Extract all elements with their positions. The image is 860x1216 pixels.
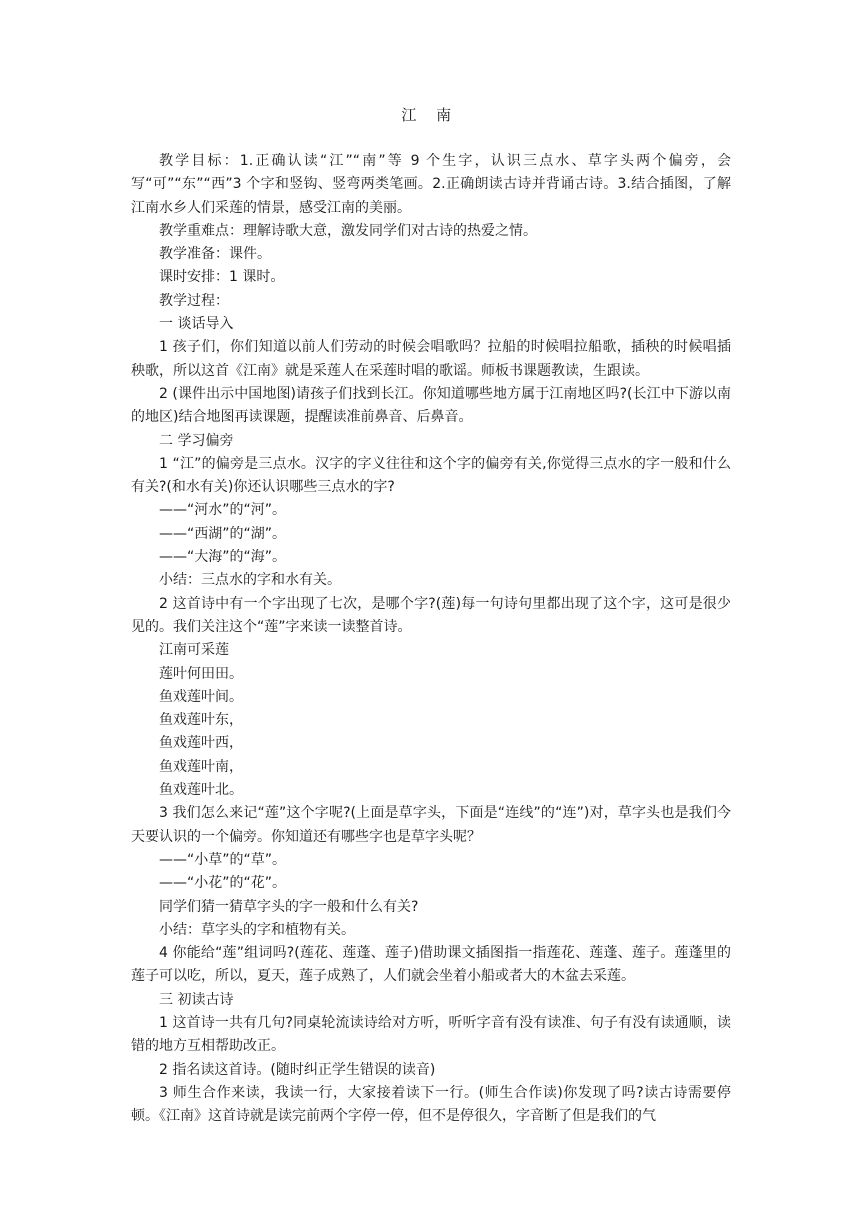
example-line: ——“小花”的“花”。: [159, 875, 287, 892]
paragraph: 2 (课件出示中国地图)请孩子们找到长江。你知道哪些地方属于江南地区吗?(长江中下游以南的地区)结合地图再读课题，提醒读准前鼻音、后鼻音。: [131, 385, 731, 426]
paragraph: 同学们猜一猜草字头的字一般和什么有关?: [159, 898, 419, 915]
paragraph-process-heading: 教学过程：: [159, 292, 229, 309]
document-body: [131, 150, 731, 1128]
poem-line: 鱼戏莲叶间。: [159, 688, 243, 705]
paragraph: 2 指名读这首诗。(随时纠正学生错误的读音): [159, 1061, 436, 1078]
poem-line: 莲叶何田田。: [159, 665, 243, 682]
paragraph: 1 “江”的偏旁是三点水。汉字的字义往往和这个字的偏旁有关,你觉得三点水的字一般和什么有关?(和水有关)你还认识哪些三点水的字?: [131, 455, 731, 496]
paragraph-key-points: 教学重难点：理解诗歌大意，激发同学们对古诗的热爱之情。: [159, 222, 537, 239]
example-line: ——“河水”的“河”。: [159, 502, 287, 519]
section-heading-first-reading: 三 初读古诗: [159, 991, 234, 1008]
paragraph: 3 我们怎么来记“莲”这个字呢?(上面是草字头，下面是“连线”的“连”)对，草字头也是我们今天要认识的一个偏旁。你知道还有哪些字也是草字头呢？: [131, 805, 731, 845]
poem-line: 鱼戏莲叶南，: [159, 758, 243, 775]
paragraph-schedule: 课时安排：1 课时。: [159, 269, 285, 286]
summary-line: 小结：草字头的字和植物有关。: [159, 921, 355, 938]
example-line: ——“小草”的“草”。: [159, 851, 287, 868]
example-line: ——“西湖”的“湖”。: [159, 525, 287, 542]
paragraph: 4 你能给“莲”组词吗?(莲花、莲蓬、莲子)借助课文插图指一指莲花、莲蓬、莲子。莲蓬里的莲子可以吃，所以，夏天，莲子成熟了，人们就会坐着小船或者大的木盆去采莲。: [131, 945, 731, 985]
paragraph: 1 孩子们，你们知道以前人们劳动的时候会唱歌吗？拉船的时候唱拉船歌，插秧的时候唱插秧歌，所以这首《江南》就是采莲人在采莲时唱的歌谣。师板书课题教读，生跟读。: [131, 339, 731, 379]
paragraph-objectives: 教学目标：1.正确认读“江”“南”等 9 个生字，认识三点水、草字头两个偏旁，会写“可”“东”“西”3 个字和竖钩、竖弯两类笔画。2.正确朗读古诗并背诵古诗。3.结合插图，了解江南水乡人们采莲的情景，感受江南的美丽。: [131, 153, 731, 216]
summary-line: 小结：三点水的字和水有关。: [159, 572, 341, 589]
paragraph: 2 这首诗中有一个字出现了七次，是哪个字?(莲)每一句诗句里都出现了这个字，这可是很少见的。我们关注这个“莲”字来读一读整首诗。: [131, 595, 731, 635]
section-heading-intro: 一 谈话导入: [159, 316, 234, 333]
paragraph-preparation: 教学准备：课件。: [159, 246, 271, 263]
example-line: ——“大海”的“海”。: [159, 549, 287, 566]
poem-line: 鱼戏莲叶北。: [159, 782, 243, 799]
document-title: 江 南: [401, 106, 459, 124]
paragraph: 3 师生合作来读，我读一行，大家接着读下一行。(师生合作读)你发现了吗?读古诗需要停顿。《江南》这首诗就是读完前两个字停一停，但不是停很久，字音断了但是我们的气: [131, 1084, 731, 1125]
paragraph: 1 这首诗一共有几句?同桌轮流读诗给对方听，听听字音有没有读准、句子有没有读通顺，读错的地方互相帮助改正。: [131, 1014, 731, 1055]
poem-line: 江南可采莲: [159, 642, 229, 659]
section-heading-radicals: 二 学习偏旁: [159, 432, 234, 449]
poem-line: 鱼戏莲叶东，: [159, 712, 243, 729]
poem-line: 鱼戏莲叶西，: [159, 735, 243, 752]
